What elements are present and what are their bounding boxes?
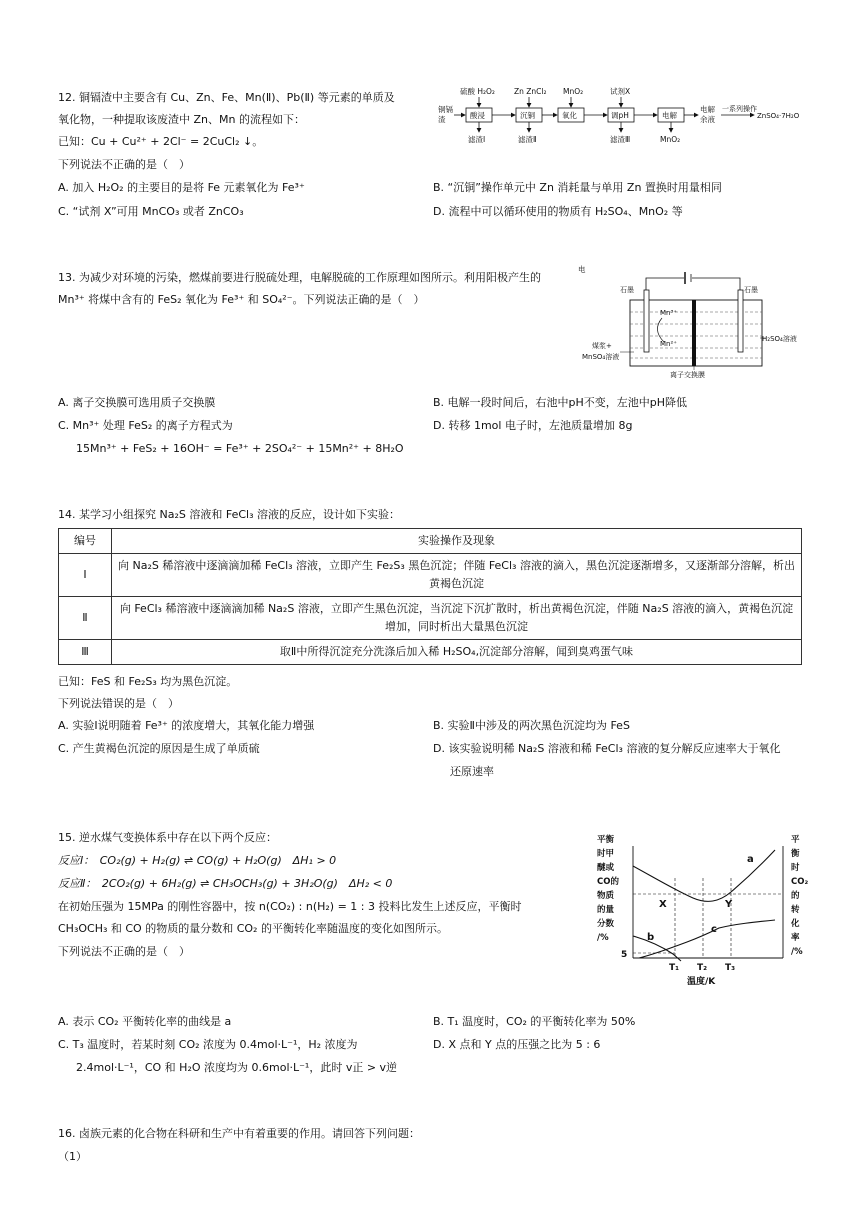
curve-label-b: b [647, 932, 655, 943]
q13-stem-line2: Mn³⁺ 将煤中含有的 FeS₂ 氧化为 Fe³⁺ 和 SO₄²⁻。下列说法正确的是（ ） [58, 293, 425, 306]
q14-ask: 下列说法错误的是（ ） [58, 697, 179, 710]
mn2-label: Mn²⁺ [660, 340, 677, 348]
left-axis-label-4: 物质 [597, 891, 615, 901]
curve-c [639, 920, 775, 958]
right-electrode-label: 石墨 [744, 286, 758, 294]
table-header-id: 编号 [59, 529, 112, 554]
left-axis-label-1: 时甲 [597, 849, 615, 859]
point-x: X [659, 899, 667, 910]
flow-bottom-2: 滤渣Ⅱ [518, 135, 537, 144]
left-axis-label-2: 醚或 [597, 863, 615, 873]
q15-option-c-line2: 2.4mol·L⁻¹，CO 和 H₂O 浓度均为 0.6mol·L⁻¹，此时 v正 > v逆 [76, 1061, 398, 1074]
left-axis-label-0: 平衡 [597, 835, 615, 845]
table-cell-text: 向 FeCl₃ 稀溶液中逐滴滴加稀 Na₂S 溶液，立即产生黑色沉淀，当沉淀下沉扩散时，析出黄褐色沉淀，伴随 Na₂S 溶液的滴入，黄褐色沉淀增加，同时析出大量黑色沉淀 [112, 597, 802, 640]
table-cell-id: Ⅰ [59, 554, 112, 597]
right-electrode [738, 290, 743, 352]
right-axis-label-0: 平 [791, 835, 800, 845]
membrane-label: 离子交换膜 [670, 371, 705, 379]
right-axis-label-6: 化 [791, 919, 800, 929]
curve-label-a: a [747, 854, 754, 865]
left-axis-label-6: 分数 [597, 919, 615, 929]
q15-condition-2: CH₃OCH₃ 和 CO 的物质的量分数和 CO₂ 的平衡转化率随温度的变化如图所示。 [58, 922, 448, 935]
flow-top-4: 试剂X [610, 87, 631, 96]
q15-stem: 15. 逆水煤气变换体系中存在以下两个反应： [58, 831, 277, 844]
q14-option-a: A. 实验Ⅰ说明随着 Fe³⁺ 的浓度增大，其氧化能力增强 [58, 719, 315, 732]
q12-stem-line2: 氧化物，一种提取该废渣中 Zn、Mn 的流程如下： [58, 113, 305, 126]
tick-t2: T₂ [697, 963, 708, 973]
q15-ask: 下列说法不正确的是（ ） [58, 945, 190, 958]
left-electrode-label: 石墨 [620, 286, 634, 294]
q14-option-c: C. 产生黄褐色沉淀的原因是生成了单质硫 [58, 742, 260, 755]
table-row [59, 597, 802, 640]
flow-bottom-4: 滤渣Ⅲ [610, 135, 631, 144]
power-label: 电 [578, 265, 586, 274]
table-header-row [59, 529, 802, 554]
flow-top-2: Zn ZnCl₂ [514, 87, 547, 96]
flow-box-3: 氧化 [562, 111, 577, 120]
q12-known: 已知：Cu + Cu²⁺ + 2Cl⁻ = 2CuCl₂ ↓。 [58, 135, 264, 148]
q14-option-d-line1: D. 该实验说明稀 Na₂S 溶液和稀 FeCl₃ 溶液的复分解反应速率大于氧化 [433, 742, 781, 755]
table-cell-text: 向 Na₂S 稀溶液中逐滴滴加稀 FeCl₃ 溶液，立即产生 Fe₂S₃ 黑色沉淀；伴随 FeCl₃ 溶液的滴入，黑色沉淀逐渐增多，又逐渐部分溶解，析出黄褐色沉淀 [112, 554, 802, 597]
flow-bottom-1: 滤渣Ⅰ [468, 135, 486, 144]
left-solution-2: MnSO₄溶液 [582, 353, 620, 361]
flow-ops: 一系列操作 [722, 105, 757, 113]
left-electrode [644, 290, 649, 352]
flow-after5-2: 余液 [700, 115, 715, 124]
flow-start-1: 铜镉 [438, 105, 453, 114]
right-axis-label-7: 率 [791, 933, 800, 943]
q15-option-c-line1: C. T₃ 温度时，若某时刻 CO₂ 浓度为 0.4mol·L⁻¹，H₂ 浓度为 [58, 1038, 358, 1051]
y-tick-5: 5 [621, 950, 628, 960]
table-header-text: 实验操作及现象 [112, 529, 802, 554]
table-row [59, 640, 802, 665]
curve-label-c: c [711, 924, 717, 935]
left-axis-label-5: 的量 [597, 905, 615, 915]
table-cell-id: Ⅱ [59, 597, 112, 640]
q15-option-d: D. X 点和 Y 点的压强之比为 5 : 6 [433, 1038, 601, 1051]
q16-sub-1: （1） [58, 1150, 87, 1163]
tick-t3: T₃ [725, 963, 736, 973]
q13-electrolysis-figure [572, 262, 812, 384]
q13-option-a: A. 离子交换膜可选用质子交换膜 [58, 396, 216, 409]
q13-option-b: B. 电解一段时间后，右池中pH不变，左池中pH降低 [433, 396, 688, 409]
right-axis-label-4: 的 [791, 891, 800, 901]
flow-after5-1: 电解 [700, 105, 715, 114]
mn3-label: Mn³⁺ [660, 309, 677, 317]
q15-reaction-2: 反应Ⅱ： 2CO₂(g) + 6H₂(g) ⇌ CH₃OCH₃(g) + 3H₂O(g) ΔH₂ < 0 [58, 877, 393, 890]
q15-option-a: A. 表示 CO₂ 平衡转化率的曲线是 a [58, 1015, 232, 1028]
q13-option-c-line2: 15Mn³⁺ + FeS₂ + 16OH⁻ = Fe³⁺ + 2SO₄²⁻ + 15Mn²⁺ + 8H₂O [76, 442, 404, 455]
right-solution: H₂SO₄溶液 [762, 335, 797, 343]
flow-box-4: 调pH [611, 111, 629, 120]
q13-option-c-line1: C. Mn³⁺ 处理 FeS₂ 的离子方程式为 [58, 419, 233, 432]
point-y: Y [725, 899, 733, 910]
table-row [59, 554, 802, 597]
flow-product: ZnSO₄·7H₂O [757, 112, 800, 120]
flow-box-5: 电解 [662, 111, 677, 120]
flow-start-2: 渣 [438, 115, 446, 124]
q15-chart [595, 828, 810, 1000]
q14-option-d-line2: 还原速率 [450, 765, 494, 778]
q14-stem: 14. 某学习小组探究 Na₂S 溶液和 FeCl₃ 溶液的反应，设计如下实验： [58, 508, 400, 521]
table-cell-id: Ⅲ [59, 640, 112, 665]
q12-option-d: D. 流程中可以循环使用的物质有 H₂SO₄、MnO₂ 等 [433, 205, 683, 218]
q12-option-a: A. 加入 H₂O₂ 的主要目的是将 Fe 元素氧化为 Fe³⁺ [58, 181, 305, 194]
q13-option-d: D. 转移 1mol 电子时，左池质量增加 8g [433, 419, 633, 432]
q15-reaction-1: 反应Ⅰ： CO₂(g) + H₂(g) ⇌ CO(g) + H₂O(g) ΔH₁ > 0 [58, 854, 337, 867]
q13-stem-line1: 13. 为减少对环境的污染，燃煤前要进行脱硫处理，电解脱硫的工作原理如图所示。利用阳极产生的 [58, 271, 541, 284]
q14-known: 已知：FeS 和 Fe₂S₃ 均为黑色沉淀。 [58, 675, 238, 688]
q12-flowchart [436, 82, 811, 152]
table-cell-text: 取Ⅱ中所得沉淀充分洗涤后加入稀 H₂SO₄,沉淀部分溶解，闻到臭鸡蛋气味 [112, 640, 802, 665]
membrane [692, 300, 696, 366]
tick-t1: T₁ [669, 963, 680, 973]
right-axis-label-1: 衡 [791, 849, 800, 859]
left-axis-label-7: /% [597, 933, 609, 943]
q16-stem: 16. 卤族元素的化合物在科研和生产中有着重要的作用。请回答下列问题： [58, 1127, 420, 1140]
flow-box-2: 沉铜 [520, 111, 535, 120]
x-axis-label: 温度/K [687, 977, 716, 987]
q12-stem-line1: 12. 铜镉渣中主要含有 Cu、Zn、Fe、Mn(Ⅱ)、Pb(Ⅱ) 等元素的单质及 [58, 91, 395, 104]
left-solution-1: 煤浆+ [592, 342, 612, 350]
right-axis-label-8: /% [791, 947, 803, 957]
flow-bottom-5: MnO₂ [660, 135, 681, 144]
q14-experiment-table [58, 528, 802, 665]
q15-condition-1: 在初始压强为 15MPa 的刚性容器中，按 n(CO₂) : n(H₂) = 1 : 3 投料比发生上述反应，平衡时 [58, 900, 522, 913]
flow-top-1: 硫酸 H₂O₂ [460, 87, 495, 96]
q12-ask: 下列说法不正确的是（ ） [58, 158, 190, 171]
right-axis-label-2: 时 [791, 863, 800, 873]
q12-option-c: C. “试剂 X”可用 MnCO₃ 或者 ZnCO₃ [58, 205, 244, 218]
flow-box-1: 酸浸 [470, 111, 485, 120]
q15-option-b: B. T₁ 温度时，CO₂ 的平衡转化率为 50% [433, 1015, 636, 1028]
q14-option-b: B. 实验Ⅱ中涉及的两次黑色沉淀均为 FeS [433, 719, 630, 732]
left-axis-label-3: CO的 [597, 877, 619, 887]
right-axis-label-3: CO₂ [791, 877, 809, 887]
q12-option-b: B. “沉铜”操作单元中 Zn 消耗量与单用 Zn 置换时用量相同 [433, 181, 722, 194]
right-axis-label-5: 转 [791, 905, 800, 915]
flow-top-3: MnO₂ [563, 87, 584, 96]
